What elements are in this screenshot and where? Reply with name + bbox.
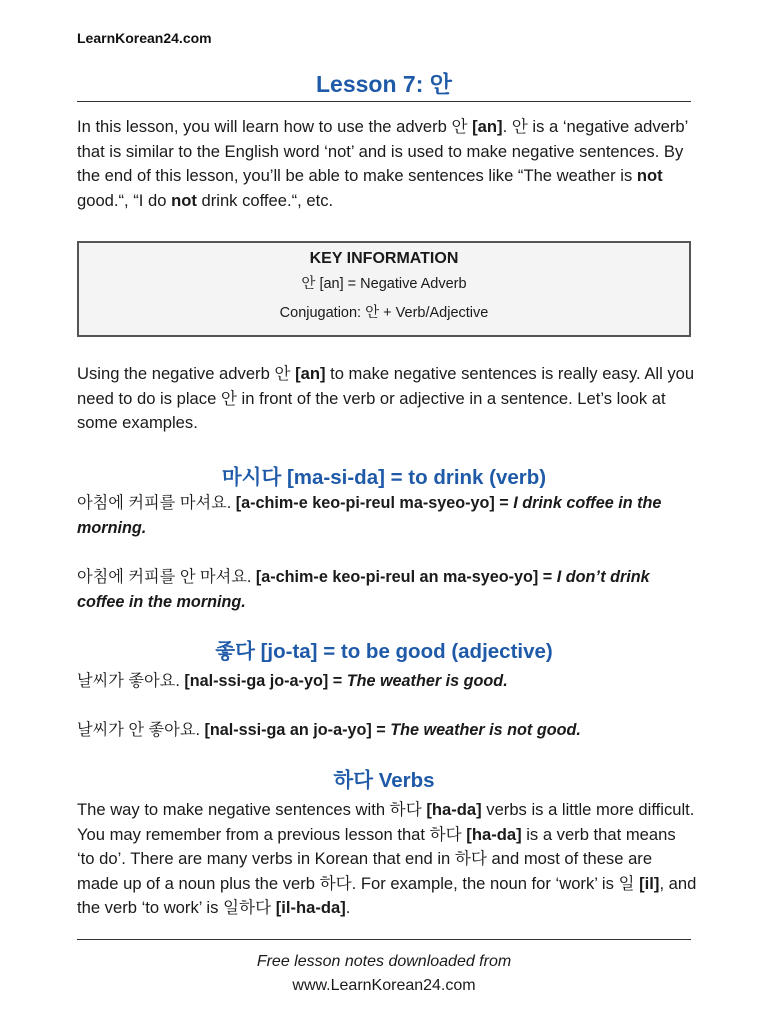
footer-note: Free lesson notes downloaded from xyxy=(256,953,512,970)
example-sentence xyxy=(77,669,697,694)
footer xyxy=(0,950,768,998)
example-korean: 아침에 커피를 안 마셔요. xyxy=(77,568,256,586)
key-information-line: Conjugation: 안 + Verb/Adjective xyxy=(279,305,489,321)
hada-text: is a verb that means ‘to do’. There are many verbs in Korean that end in 하다 and most of these are made up of a noun plus the verb 하다. For example, the noun for ‘work’ is 일 xyxy=(77,824,676,893)
hada-bold: [ha-da] xyxy=(426,800,482,819)
hada-text: , and the verb ‘to work’ is 일하다 xyxy=(77,873,697,918)
example-translation: The weather is not good. xyxy=(390,721,581,739)
lesson-title: Lesson 7: 안 xyxy=(316,71,452,97)
site-name: LearnKorean24.com xyxy=(77,30,212,46)
example-sentence xyxy=(77,565,697,614)
example-korean: 아침에 커피를 마셔요. xyxy=(77,494,236,512)
hada-bold: [il-ha-da] xyxy=(275,898,346,918)
section-heading-hada: 하다 Verbs xyxy=(333,769,435,792)
hada-bold: [il] xyxy=(639,873,660,893)
hada-paragraph xyxy=(77,798,697,921)
key-information-line: 안 [an] = Negative Adverb xyxy=(301,276,467,292)
example-translation: The weather is good. xyxy=(346,672,508,690)
title-divider xyxy=(77,101,691,102)
hada-text: The way to make negative sentences with 하다 xyxy=(77,800,427,819)
intro-text: In this lesson, you will learn how to use the adverb 안 xyxy=(77,117,473,136)
example-translation: I drink coffee in the morning. xyxy=(77,494,662,537)
usage-bold: [an] xyxy=(295,364,326,383)
intro-paragraph xyxy=(77,115,697,213)
footer-website: www.LearnKorean24.com xyxy=(292,977,476,994)
usage-text: Using the negative adverb 안 xyxy=(77,364,296,383)
intro-bold: not xyxy=(636,166,663,186)
example-romanization: [nal-ssi-ga jo-a-yo] = xyxy=(184,672,347,690)
example-translation: I don’t drink coffee in the morning. xyxy=(77,568,650,611)
intro-text: drink coffee.“, etc. xyxy=(196,190,334,210)
example-romanization: [nal-ssi-ga an jo-a-yo] = xyxy=(204,721,391,739)
example-sentence xyxy=(77,491,697,540)
example-romanization: [a-chim-e keo-pi-reul an ma-syeo-yo] = xyxy=(255,568,557,586)
hada-text: verbs is a little more difficult. You may remember from a previous lesson that 하다 xyxy=(77,800,695,844)
intro-bold: [an] xyxy=(472,117,503,136)
key-information-box xyxy=(77,241,691,337)
key-information-heading: KEY INFORMATION xyxy=(309,250,459,267)
example-romanization: [a-chim-e keo-pi-reul ma-syeo-yo] = xyxy=(235,494,514,512)
example-korean: 날씨가 좋아요. xyxy=(77,672,185,690)
intro-text: . 안 is a ‘negative adverb’ that is similar to the English word ‘not’ and is used to make negative sentences. By the end of this lesson, you’ll be able to make sentences like “The weather is xyxy=(77,117,688,186)
hada-text: . xyxy=(345,898,351,918)
footer-divider xyxy=(77,939,691,940)
intro-bold: not xyxy=(171,190,197,210)
usage-text: to make negative sentences is really easy. All you need to do is place 안 in front of the verb or adjective in a sentence. Let’s look at some examples. xyxy=(77,364,695,433)
usage-paragraph xyxy=(77,362,697,436)
hada-bold: [ha-da] xyxy=(466,824,522,844)
intro-text: good.“, “I do xyxy=(77,190,172,210)
example-korean: 날씨가 안 좋아요. xyxy=(77,721,205,739)
example-sentence xyxy=(77,718,697,743)
section-heading-drink: 마시다 [ma-si-da] = to drink (verb) xyxy=(221,466,547,489)
section-heading-good: 좋다 [jo-ta] = to be good (adjective) xyxy=(215,640,553,663)
